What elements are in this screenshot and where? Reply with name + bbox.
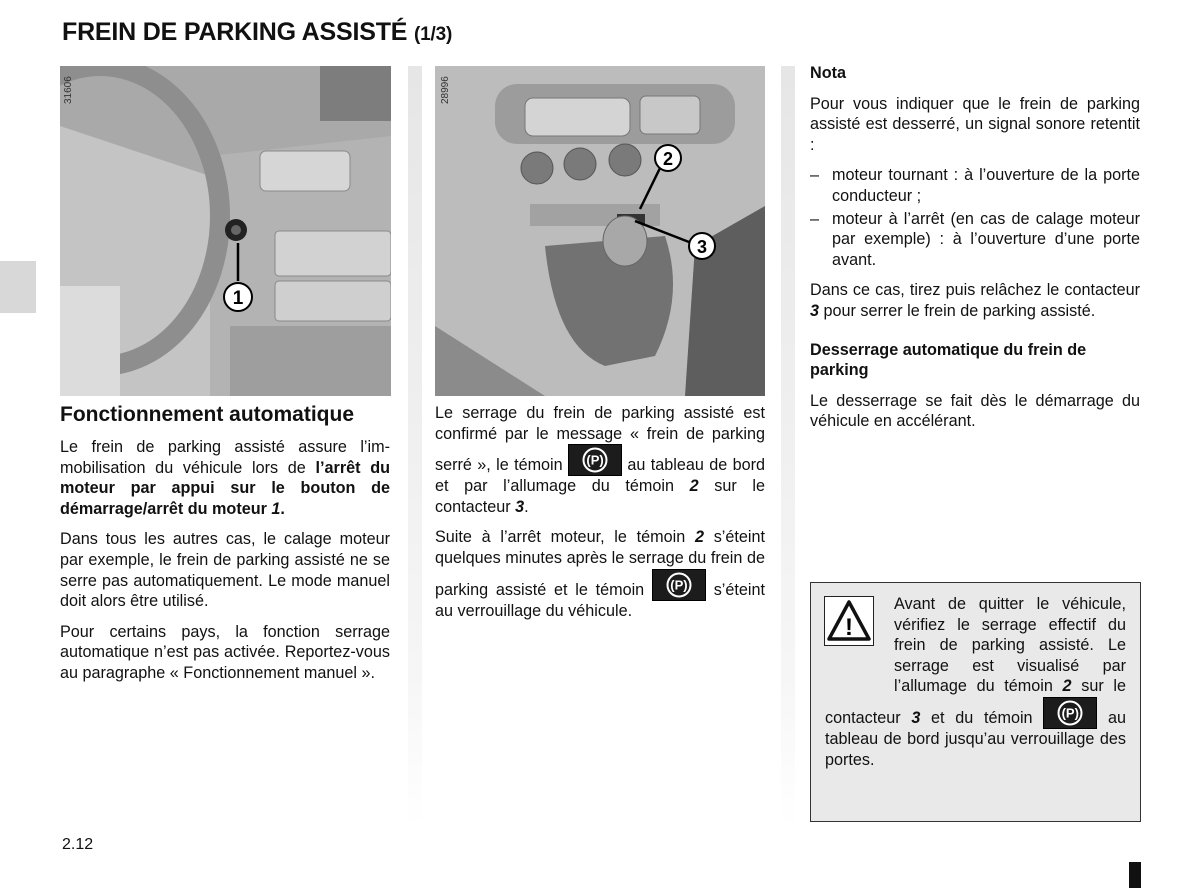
bold-run: .: [280, 499, 285, 518]
text-run: Le frein de parking assisté assure l’immobilisation du véhicule lors de: [60, 438, 390, 477]
ref-2: 2: [689, 477, 699, 496]
nota-paragraph: Pour vous indiquer que le frein de parking assisté est desserré, un signal sonore retentit :: [810, 94, 1140, 154]
dash-bullet: –: [810, 166, 820, 185]
middle-paragraph-2: [435, 527, 765, 621]
nota-heading: Nota: [810, 64, 846, 82]
text-run: et du témoin: [920, 708, 1044, 727]
parking-warning-icon: [568, 444, 622, 476]
ref-3: 3: [911, 708, 921, 727]
photo-code-left: 31606: [63, 76, 74, 104]
text-run: au tableau de bord jusqu’au verrouillage des portes.: [825, 708, 1126, 769]
callout-3: 3: [696, 237, 708, 257]
left-paragraph-1: [60, 437, 390, 519]
title-part: (1/3): [414, 24, 453, 45]
parking-symbol: (P): [666, 572, 691, 597]
right-paragraph-2: [810, 280, 1140, 321]
left-text: [60, 437, 390, 694]
bold-run: l’arrêt du moteur par appui sur le bouton de démarrage/arrêt du moteur: [60, 458, 390, 518]
subheading: Desserrage automatique du frein de parking: [810, 340, 1087, 380]
text-run: Dans ce cas, tirez puis relâchez le contacteur: [810, 281, 1140, 300]
list-item-text: moteur tournant : à l’ouverture de la porte conducteur ;: [832, 166, 1140, 205]
title-text: FREIN DE PARKING ASSISTÉ: [62, 18, 408, 46]
list-item-text: moteur à l’arrêt (en cas de calage moteur par exemple) : à l’ouverture d’une porte avant.: [832, 209, 1140, 269]
ref-2: 2: [1062, 677, 1072, 696]
warning-box: [810, 582, 1141, 822]
list-item: [810, 165, 1140, 206]
warning-symbol: !: [845, 614, 853, 641]
text-run: Avant de quitter le véhicule, vérifiez le serrage effectif du frein de parking assisté. Le serrage est visualisé par l’allumage du témoin: [894, 595, 1126, 696]
text-run: s’éteint quelques minutes après le serrage du frein de parking assisté et le témoin: [435, 528, 765, 599]
right-text: [810, 63, 1140, 442]
middle-paragraph-1: [435, 403, 765, 517]
text-run: sur le contacteur: [825, 677, 1126, 727]
section-heading: Fonctionnement automatique: [60, 403, 354, 426]
ref-3: 3: [515, 497, 525, 516]
parking-symbol: (P): [1058, 700, 1083, 725]
left-paragraph-2: Dans tous les autres cas, le calage moteur par exemple, le frein de parking assisté ne se serre pas automatiquement. Le mode manuel doit alors être utilisé.: [60, 530, 390, 611]
text-run: au tableau de bord et par l’allumage du témoin: [435, 456, 765, 496]
parking-symbol: (P): [583, 448, 608, 473]
page-number: 2.12: [62, 836, 94, 853]
parking-warning-icon: [652, 569, 706, 601]
list-item: [810, 209, 1140, 271]
dash-bullet: –: [810, 209, 820, 228]
callout-2: 2: [662, 149, 674, 169]
page-edge-marker: [1129, 862, 1141, 888]
warning-text: [825, 594, 1126, 770]
gearshift-photo: [435, 66, 765, 396]
text-run: .: [524, 497, 529, 516]
photo-code-middle: 28996: [440, 76, 451, 104]
text-run: sur le contacteur: [435, 477, 766, 516]
text-run: pour serrer le frein de parking assisté.: [819, 301, 1096, 320]
right-paragraph-3: Le desserrage se fait dès le démarrage du véhicule en accélérant.: [810, 391, 1140, 431]
left-paragraph-3: Pour certains pays, la fonction serrage automatique n’est pas activée. Reportez-vous au paragraphe « Fonctionnement manuel ».: [60, 622, 390, 682]
callout-1: 1: [232, 288, 244, 309]
text-run: Le serrage du frein de parking assisté est confirmé par le message « frein de parking serré », le témoin: [435, 404, 765, 475]
icon-spacer: [825, 594, 894, 678]
ref-3: 3: [810, 301, 820, 320]
parking-warning-icon: [1043, 697, 1097, 729]
column-divider-1: [408, 66, 422, 826]
text-run: s’éteint au verrouillage du véhicule.: [435, 580, 765, 620]
text-run: Suite à l’arrêt moteur, le témoin: [435, 528, 695, 547]
column-divider-2: [781, 66, 795, 826]
page-title: [62, 18, 452, 47]
section-tab: [0, 261, 36, 313]
middle-text: [435, 403, 765, 631]
ref-1: 1: [271, 499, 281, 518]
ref-2: 2: [694, 528, 704, 547]
dashboard-photo: [60, 66, 391, 396]
